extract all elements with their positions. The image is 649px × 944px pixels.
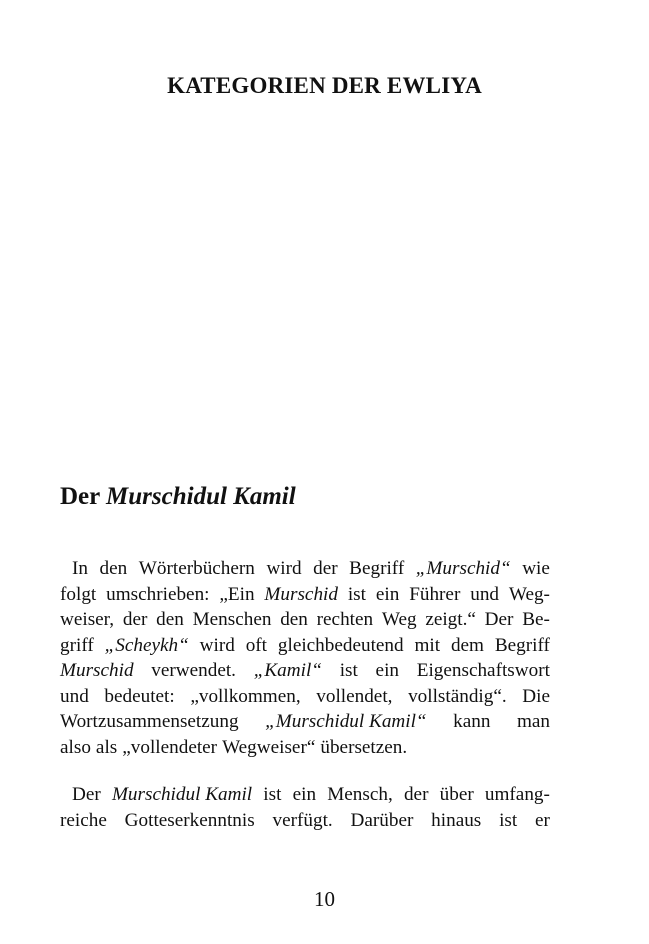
word: hinaus — [431, 809, 482, 831]
word: Darüber — [350, 809, 414, 831]
section-title-italic: Murschidul Kamil — [106, 483, 296, 510]
word: folgt — [60, 583, 97, 605]
word: den — [280, 609, 308, 630]
text-line — [60, 808, 550, 834]
word: Mensch, — [327, 784, 393, 805]
word: gleichbedeutend — [277, 634, 404, 656]
word: kann — [453, 711, 491, 732]
word: umschrieben: — [106, 583, 210, 605]
word: als — [95, 736, 118, 758]
word: wird — [266, 558, 302, 579]
word: mit — [414, 634, 441, 656]
word: Die — [522, 685, 550, 707]
page-number: 10 — [314, 887, 335, 911]
word-italic: Murschidul Kamil — [111, 784, 253, 805]
text-line — [60, 556, 550, 582]
word: der — [313, 558, 338, 579]
word: Begriff — [349, 558, 405, 579]
word-italic: Murschid — [60, 660, 134, 681]
word: Weg- — [508, 583, 550, 605]
text-line — [60, 607, 550, 633]
word: „Ein — [219, 583, 255, 605]
text-line — [60, 782, 550, 808]
word-italic: „Murschid“ — [415, 558, 511, 579]
paragraph-1 — [60, 556, 550, 760]
word: oft — [245, 634, 268, 656]
text-line — [60, 709, 550, 735]
word: der — [122, 609, 148, 630]
word: Begriff — [494, 634, 550, 656]
word: über — [439, 784, 474, 805]
word: weiser, — [60, 609, 115, 630]
word: den — [99, 558, 128, 579]
word: reiche — [60, 809, 107, 831]
word: der — [403, 784, 429, 805]
word: dem — [450, 634, 484, 656]
word: übersetzen. — [320, 736, 408, 758]
word: vollendet, — [316, 685, 393, 707]
word: er — [535, 809, 550, 831]
word: ein — [375, 583, 400, 605]
word: Gotteserkenntnis — [124, 809, 255, 831]
word: „vollendeter — [122, 736, 218, 758]
running-head: KATEGORIEN DER EWLIYA — [167, 73, 482, 98]
paragraph-2 — [60, 782, 550, 833]
text-line — [60, 658, 550, 684]
word: In — [72, 558, 88, 579]
word: Weg — [381, 609, 417, 630]
word: man — [516, 711, 550, 732]
word: vollständig“. — [408, 685, 507, 707]
word: Der — [72, 784, 101, 805]
word: umfang- — [484, 784, 550, 805]
word: wird — [199, 634, 235, 656]
word: rechten — [316, 609, 374, 630]
text-line — [60, 582, 550, 608]
word: wie — [522, 558, 550, 579]
word: Wörterbüchern — [138, 558, 255, 579]
word: verfügt. — [272, 809, 333, 831]
section-title-prefix: Der — [60, 483, 100, 510]
word: zeigt.“ — [425, 609, 476, 630]
text-line — [60, 633, 550, 659]
word: ein — [292, 784, 317, 805]
word: ist — [499, 809, 518, 831]
word: griff — [60, 634, 94, 656]
text-line — [60, 684, 550, 710]
word: Wortzusammensetzung — [60, 711, 239, 732]
word-italic: „Murschidul Kamil“ — [265, 711, 427, 732]
word: ein — [375, 660, 399, 681]
word-italic: Murschid — [264, 583, 338, 605]
word-italic: „Kamil“ — [253, 660, 322, 681]
word: Wegweiser“ — [222, 736, 316, 758]
word: ist — [347, 583, 366, 605]
section-title — [60, 483, 296, 511]
word: verwendet. — [151, 660, 236, 681]
word-italic: „Scheykh“ — [104, 634, 189, 656]
word: Der — [484, 609, 514, 630]
text-line — [60, 735, 550, 761]
word: Menschen — [192, 609, 272, 630]
word: Be- — [522, 609, 550, 630]
word: ist — [263, 784, 282, 805]
word: „vollkommen, — [190, 685, 301, 707]
word: ist — [339, 660, 358, 681]
word: den — [156, 609, 184, 630]
word: bedeutet: — [104, 685, 175, 707]
word: Führer — [409, 583, 461, 605]
word: also — [60, 736, 91, 758]
word: und — [60, 685, 89, 707]
word: und — [470, 583, 499, 605]
word: Eigenschaftswort — [416, 660, 550, 681]
